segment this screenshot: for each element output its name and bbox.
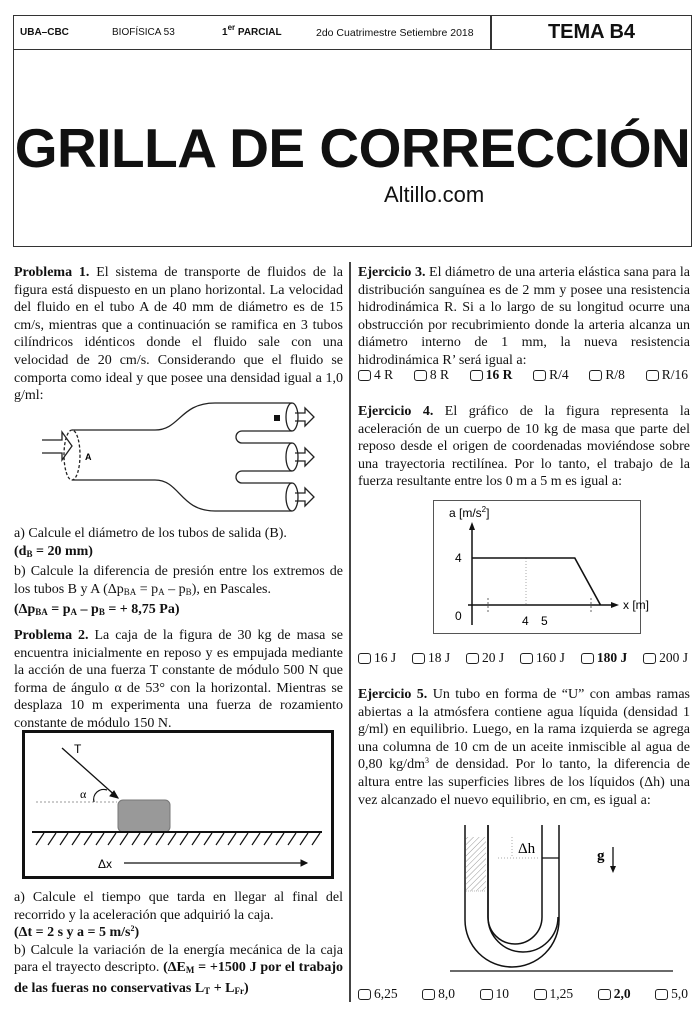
problem-2-answer-a: (Δt = 2 s y a = 5 $m/s^2$) [14,924,140,941]
e5-option-3[interactable] [534,986,574,1002]
exercise-5-statement [358,686,690,809]
tema-label: TEMA B4 [547,21,636,43]
e3-option-3[interactable] [533,367,569,383]
exercise-4-label: Ejercicio 4. [358,404,434,419]
watermark: Altillo.com [384,182,485,207]
ground-hatch [216,833,224,845]
problem-2-question-a: a) Calcule el tiempo que tarda en llegar al final del recorrido y la aceleración que adquirió la caja. [14,890,343,923]
exercise-3-text: El diámetro de una arteria elástica sana para la distribución sanguínea es de 2 mm y posee una resistencia hidrodinámica R. Si a lo largo de su longitud ocurre una obstrucción por recubrimiento donde la arteria alcanza un diámetro interno de 1 mm, la nueva resistencia hidrodinámica R’ será igual a: [358,265,690,368]
x-tick-4: 4 [522,614,529,628]
checkbox-icon[interactable] [414,370,427,381]
problem-1-answer-a: ($d_B = 20$ mm) [14,543,93,559]
exercise-5-options [358,986,688,1002]
label-b-marker [274,415,280,421]
ground-hatch [72,833,80,845]
checkbox-icon[interactable] [466,653,479,664]
option-label: 8,0 [438,986,456,1001]
exercise-4-statement [358,403,690,491]
checkbox-icon[interactable] [358,989,371,1000]
institution: UBA–CBC [20,27,69,38]
option-label: 2,0 [613,986,631,1001]
acceleration-chart [433,500,649,634]
e4-option-0[interactable] [358,650,396,666]
option-label: 16 J [374,650,397,665]
exam-num: 1 [222,27,228,38]
exam-label: PARCIAL [237,27,282,38]
checkbox-icon[interactable] [589,370,602,381]
option-label: 180 J [596,650,628,665]
checkbox-icon[interactable] [470,370,483,381]
e5-option-0[interactable] [358,986,398,1002]
box-force-figure [22,730,334,880]
problem-1-answer-b: ($\Delta p_{BA} = p_A - p_B$ = + 8,75 Pa) [14,602,180,618]
ground-hatch [36,833,44,845]
checkbox-icon[interactable] [598,989,611,1000]
delta-h-label: Δh [518,841,536,857]
option-label: 6,25 [374,986,398,1001]
subject: BIOFÍSICA 53 [112,27,175,38]
ground-hatch [300,833,308,845]
e5-option-1[interactable] [422,986,455,1002]
checkbox-icon[interactable] [480,989,493,1000]
exercise-5-text-end: de densidad. Por lo tanto, la diferencia de altura entre las superficies libres de los líquidos (Δh) una vez alcanzado el nuevo equilibrio, en cm, es igual a: [358,757,691,808]
ground-hatch [180,833,188,845]
ground-hatch [228,833,236,845]
ground-hatch [132,833,140,845]
problem-1-question-b: b) Calcule la diferencia de presión entre los extremos de los tubos B y A $(\Delta p_{BA} = p_A - p_B)$, en Pascales. [14,564,343,597]
e4-option-4[interactable] [581,650,627,666]
option-label: 200 J [659,650,688,665]
e5-option-5[interactable] [655,986,688,1002]
problem-2-label: Problema 2. [14,628,89,643]
exam-number [222,23,282,38]
label-a: A [85,452,92,462]
ground-hatch [84,833,92,845]
option-label: 10 [495,986,510,1001]
ground-hatch [156,833,164,845]
checkbox-icon[interactable] [646,370,659,381]
exercise-5-label: Ejercicio 5. [358,687,428,702]
option-label: 16 R [485,367,513,382]
checkbox-icon[interactable] [534,989,547,1000]
option-label: 4 R [374,367,394,382]
option-label: 5,0 [671,986,688,1001]
problem-2-statement [14,627,343,733]
e3-option-1[interactable] [414,367,449,383]
ground-hatch [204,833,212,845]
exercise-3-statement [358,264,690,370]
checkbox-icon[interactable] [581,653,594,664]
e4-option-3[interactable] [520,650,565,666]
ground-hatch [312,833,320,845]
u-tube-figure [440,825,680,975]
ground-hatch [264,833,272,845]
e3-option-5[interactable] [646,367,688,383]
displacement-label: Δx [98,857,113,871]
exercise-5-sup: 3 [424,756,429,766]
ground-hatch [48,833,56,845]
ground-hatch [108,833,116,845]
exam-sup: er [227,23,236,32]
exercise-4-text: El gráfico de la figura representa la aceleración de un cuerpo de 10 kg de masa que parte del reposo desde el origen de coordenadas moviéndose sobre una trayectoria rectilínea. Por lo tanto, el trabajo de la fuerza resultante entre los 0 m a 5 m es igual a: [358,404,690,490]
checkbox-icon[interactable] [422,989,435,1000]
exercise-3-options [358,367,688,383]
column-divider [349,262,351,1002]
gravity-label: g [597,848,605,864]
fluid-tubes-figure [30,398,320,516]
acceleration-series-line [472,558,601,605]
e3-option-4[interactable] [589,367,625,383]
checkbox-icon[interactable] [358,370,371,381]
ground-hatch [144,833,152,845]
checkbox-icon[interactable] [643,653,656,664]
option-label: R/8 [605,367,625,382]
page-title: GRILLA DE CORRECCIÓN [14,117,691,179]
option-label: R/4 [549,367,569,382]
option-label: R/16 [661,367,688,382]
ground-hatch [240,833,248,845]
ground-hatch [60,833,68,845]
problem-2-text: La caja de la figura de 30 kg de masa se encuentra inicialmente en reposo y es empujada mediante la acción de una fuerza T constante de módulo 500 N que forma de ángulo α de 53° con la horizontal. Mientras se desplaza 10 m experimenta una fuerza de rozamiento constante de módulo 150 N. [14,628,343,731]
gravity-arrow-icon [610,866,616,873]
checkbox-icon[interactable] [412,653,425,664]
checkbox-icon[interactable] [358,653,371,664]
x-tick-0: 0 [455,609,462,623]
force-label: T [74,742,82,756]
e3-option-2[interactable] [470,367,513,383]
e5-option-2[interactable] [480,986,510,1002]
x-axis-label: x [m] [623,598,649,612]
ground-hatch [168,833,176,845]
exercise-4-options [358,650,688,666]
e3-option-0[interactable] [358,367,393,383]
e4-option-1[interactable] [412,650,450,666]
y-axis-label: a $[m/s^2]$ [449,505,490,520]
problem-2-questions [14,889,343,1001]
angle-label: α [80,787,87,801]
checkbox-icon[interactable] [520,653,533,664]
problem-1-statement [14,264,343,405]
ground-hatch [120,833,128,845]
problem-2-question-b: b) Calcule la variación de la energía mecánica de la caja para el trayecto descripto. ($\Delta E_M = +1500$ J por el trabajo de las fueras no conservativas $L_T + L_{Fr}$) [14,942,343,996]
exercise-3-label: Ejercicio 3. [358,265,426,280]
y-tick-4: 4 [455,551,462,565]
exercise-5-text: Un tubo en forma de “U” con ambas ramas abiertas a la atmósfera contiene agua líquida (densidad 1 g/ml) en equilibrio. Luego, en la rama izquierda se agrega una columna de 10 cm de un aceite inmiscible al agua de 0,80 kg/dm [358,687,690,773]
checkbox-icon[interactable] [655,989,668,1000]
option-label: 160 J [536,650,565,665]
e4-option-2[interactable] [466,650,504,666]
option-label: 18 J [428,650,451,665]
option-label: 1,25 [549,986,574,1001]
option-label: 20 J [482,650,505,665]
problem-1-questions [14,525,343,622]
checkbox-icon[interactable] [533,370,546,381]
period: 2do Cuatrimestre Setiembre 2018 [316,27,474,39]
problem-1-text: El sistema de transporte de fluidos de la figura está dispuesto en un plano horizontal. La velocidad del fluido en el tubo A de 40 mm de diámetro es de 15 cm/s, mientras que a continuación se ramifica en 3 tubos cilíndricos idénticos donde el fluido sale con una velocidad de 20 cm/s. Considerando que el fluido se comporta como ideal y que posee una densidad igual a 1,0 g/ml: [14,265,343,404]
problem-1-question-a: a) Calcule el diámetro de los tubos de salida (B). [14,526,287,541]
x-tick-5: 5 [541,614,548,628]
exam-header [13,15,692,247]
ground-hatch [288,833,296,845]
ground-hatch [252,833,260,845]
ground-hatch [96,833,104,845]
option-label: 8 R [429,367,450,382]
header-row [14,16,691,50]
e5-option-4[interactable] [598,986,631,1002]
e4-option-5[interactable] [643,650,688,666]
ground-hatch [192,833,200,845]
problem-1-label: Problema 1. [14,265,90,280]
ground-hatch [276,833,284,845]
